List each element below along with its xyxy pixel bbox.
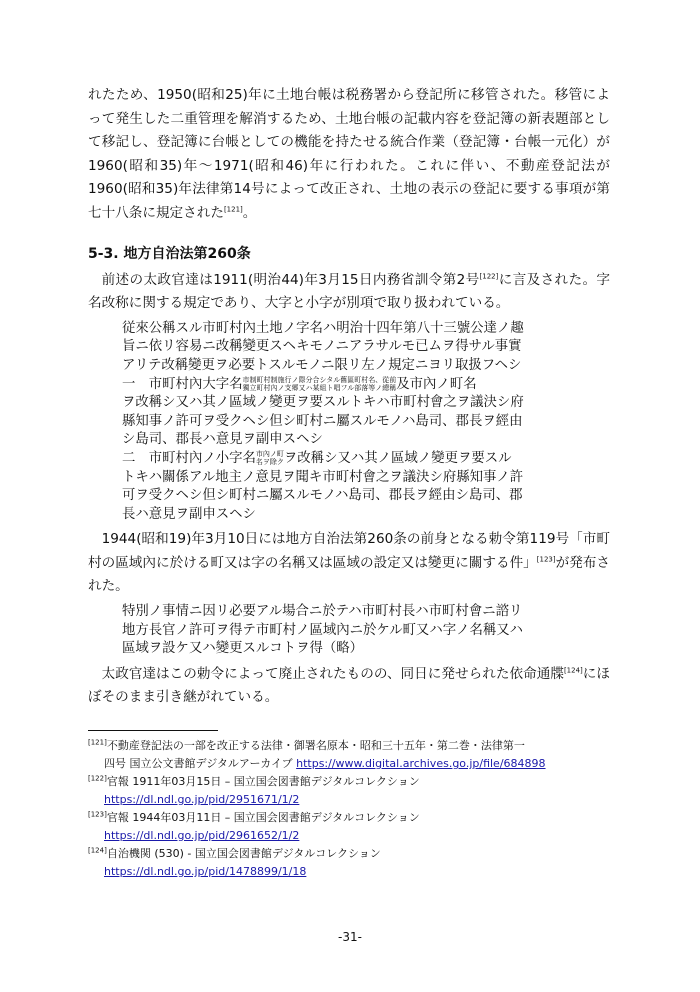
paragraph-1-end: 。	[242, 204, 257, 221]
section-heading: 5-3. 地方自治法第260条	[88, 245, 251, 262]
footnote-text: 不動産登記法の一部を改正する法律・御署名原本・昭和三十五年・第二巻・法律第一	[106, 739, 525, 753]
paragraph-4-text-a: 太政官達はこの勅令によって廃止されたものの、同日に発せられた依命通牒	[101, 665, 564, 682]
quote-line	[122, 376, 610, 395]
quote-line: ヲ改稱シ又ハ其ノ區域ノ變更ヲ要スルトキハ市町村會之ヲ議決シ府	[122, 395, 524, 411]
footnote-link[interactable]: https://www.digital.archives.go.jp/file/684898	[296, 757, 546, 771]
paragraph-1	[88, 84, 610, 226]
quote-line: 區域ヲ設ケ又ハ變更スルコトヲ得（略）	[122, 641, 364, 657]
footnote-marker: [124]	[88, 846, 107, 855]
footnotes	[88, 737, 610, 881]
footnote-ref-122[interactable]: [122]	[479, 272, 499, 281]
footnote-ref-123[interactable]: [123]	[536, 555, 556, 564]
footnote-divider	[88, 730, 218, 731]
footnote-124	[88, 845, 610, 881]
warichu-line: 名ヲ除ク	[255, 458, 284, 467]
footnote-ref-124[interactable]: [124]	[563, 666, 583, 675]
warichu-line: 獨立町村內ノ支郷又ハ某組ト唱フル部落等ノ總稱	[242, 384, 397, 393]
paragraph-2	[88, 269, 610, 316]
footnote-link[interactable]: https://dl.ndl.go.jp/pid/1478899/1/18	[104, 865, 307, 879]
footnote-ref-121[interactable]: [121]	[223, 205, 243, 214]
footnote-link[interactable]: https://dl.ndl.go.jp/pid/2961652/1/2	[104, 829, 300, 843]
footnote-marker: [122]	[88, 774, 107, 783]
quote-line: 可ヲ受クヘシ但シ町村ニ屬スルモノハ島司、郡長ヲ經由シ島司、郡	[122, 488, 523, 504]
page-number: -31-	[338, 930, 362, 944]
paragraph-4-text-b: にほぼそのまま引き継がれている。	[88, 665, 610, 706]
quote-line: 長ハ意見ヲ副申スヘシ	[122, 506, 256, 522]
page-body	[88, 84, 610, 881]
quote-line	[122, 450, 610, 469]
paragraph-4	[88, 663, 610, 710]
quote-line: 地方長官ノ許可ヲ得テ市町村ノ區域內ニ於ケル町又ハ字ノ名稱又ハ	[122, 622, 524, 638]
paragraph-1-text: れたため、1950(昭和25)年に土地台帳は税務署から登記所に移管された。移管によって発生した二重管理を解消するため、土地台帳の記載内容を登記簿の新表題部として移記し、登記簿に台帳としての機能を持たせる統合作業（登記簿・台帳一元化）が1960(昭和35)年〜1971(昭和46)年に行われた。これに伴い、不動産登記法が1960(昭和35)年法律第14号によって改正され、土地の表示の登記に要する事項が第七十八条に規定された	[88, 87, 610, 221]
warichu-note	[256, 450, 284, 466]
quote-line: 縣知事ノ許可ヲ受クヘシ但シ町村ニ屬スルモノハ島司、郡長ヲ經由	[122, 413, 523, 429]
warichu-line: 市制町村制施行ノ際分合シタル舊區町村名、從前	[242, 376, 397, 385]
quote-line: 特別ノ事情ニ因リ必要アル場合ニ於テハ市町村長ハ市町村會ニ諮リ	[122, 604, 523, 620]
quote-line: トキハ關係アル地主ノ意見ヲ聞キ市町村會之ヲ議決シ府縣知事ノ許	[122, 469, 524, 485]
footnote-121	[88, 737, 610, 773]
footnote-text: 四号 国立公文書館デジタルアーカイブ	[104, 757, 297, 771]
paragraph-3-text-a: 1944(昭和19)年3月10日には地方自治法第260条の前身となる勅令第119号「市町村の區域內に於ける町又は字の名稱又は區域の設定又は變更に關する件」	[88, 531, 610, 571]
quote-line: 従來公稱スル市町村內土地ノ字名ハ明治十四年第八十三號公達ノ趣	[122, 320, 524, 336]
footnote-123	[88, 809, 610, 845]
paragraph-3	[88, 528, 610, 599]
quote-line-part: 二 市町村內ノ小字名	[122, 450, 256, 466]
quote-line: アリテ改稱變更ヲ必要トスルモノニ限リ左ノ規定ニヨリ取扱フヘシ	[122, 357, 522, 373]
footnote-text: 自治機関 (530) - 国立国会図書館デジタルコレクション	[106, 847, 381, 861]
quote-line: シ島司、郡長ハ意見ヲ副申スヘシ	[122, 432, 323, 448]
quote-block-2	[122, 603, 610, 659]
footnote-link[interactable]: https://dl.ndl.go.jp/pid/2951671/1/2	[104, 793, 300, 807]
footnote-continuation	[88, 757, 546, 770]
quote-line-part: 一 市町村內大字名	[122, 376, 243, 392]
quote-line-part: ヲ改稱シ又ハ其ノ區域ノ變更ヲ要スル	[283, 450, 512, 466]
footnote-text: 官報 1911年03月15日 – 国立国会図書館デジタルコレクション	[106, 775, 420, 789]
paragraph-3-text-b: が発布された。	[88, 554, 611, 595]
quote-line: 旨ニ依リ容易ニ改稱變更スヘキモノニアラサルモ已ムヲ得サル事實	[122, 339, 522, 355]
footnote-text: 官報 1944年03月11日 – 国立国会図書館デジタルコレクション	[106, 811, 420, 825]
warichu-line: 市內ノ町	[255, 450, 284, 459]
footnote-marker: [123]	[88, 810, 107, 819]
quote-block-1	[122, 320, 610, 525]
warichu-note	[243, 376, 397, 392]
quote-line-part: 及市內ノ町名	[396, 376, 477, 392]
footnote-122	[88, 773, 610, 809]
paragraph-2-text-a: 前述の太政官達は1911(明治44)年3月15日内務省訓令第2号	[101, 271, 480, 288]
paragraph-2-text-b: に言及された。字名改称に関する規定であり、大字と小字が別項で取り扱われている。	[88, 271, 610, 312]
footnote-marker: [121]	[88, 738, 107, 747]
